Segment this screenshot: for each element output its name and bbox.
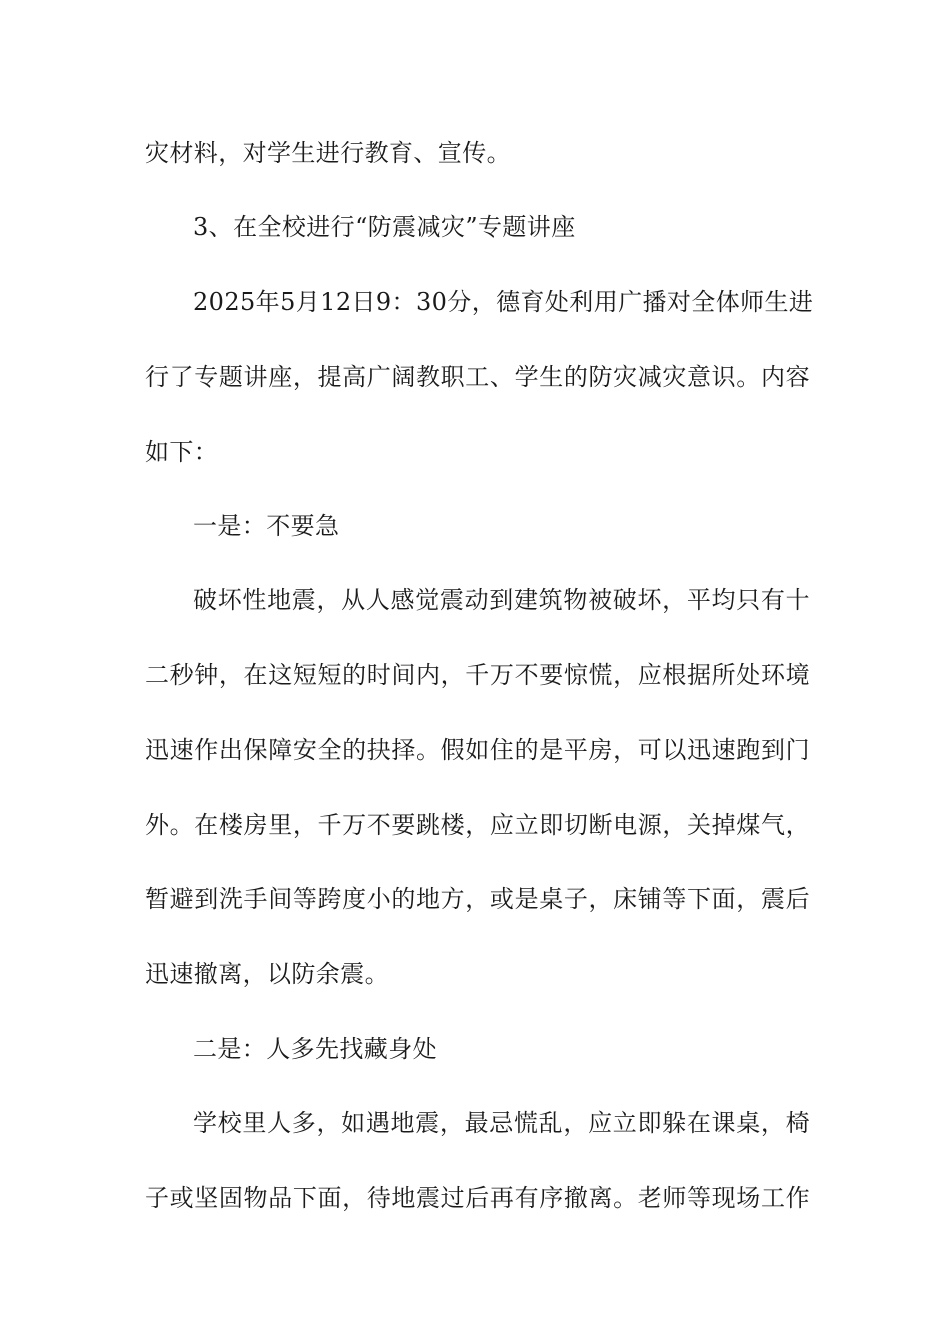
text-line: 灾材料，对学生进行教育、宣传。 [145,139,511,167]
section-heading: 3、在全校进行“防震减灾”专题讲座 [193,213,576,241]
text-line: 破坏性地震，从人感觉震动到建筑物被破坏，平均只有十 [193,586,810,614]
text-line: 学校里人多，如遇地震，最忌慌乱，应立即躲在课桌，椅 [193,1109,810,1137]
text-line: 二秒钟，在这短短的时间内，千万不要惊慌，应根据所处环境 [145,661,810,689]
text-line: 行了专题讲座，提高广阔教职工、学生的防灾减灾意识。内容 [145,363,810,391]
text-line: 迅速撤离，以防余震。 [145,960,389,988]
text-line: 迅速作出保障安全的抉择。假如住的是平房，可以迅速跑到门 [145,736,810,764]
point-heading: 二是：人多先找藏身处 [193,1035,437,1063]
point-heading: 一是：不要急 [193,512,340,540]
text-line: 如下： [145,438,219,466]
text-line: 2025年5月12日9：30分，德育处利用广播对全体师生进 [193,288,814,316]
text-line: 子或坚固物品下面，待地震过后再有序撤离。老师等现场工作 [145,1184,810,1212]
text-line: 暂避到洗手间等跨度小的地方，或是桌子，床铺等下面，震后 [145,885,810,913]
text-line: 外。在楼房里，千万不要跳楼，应立即切断电源，关掉煤气， [145,811,810,839]
